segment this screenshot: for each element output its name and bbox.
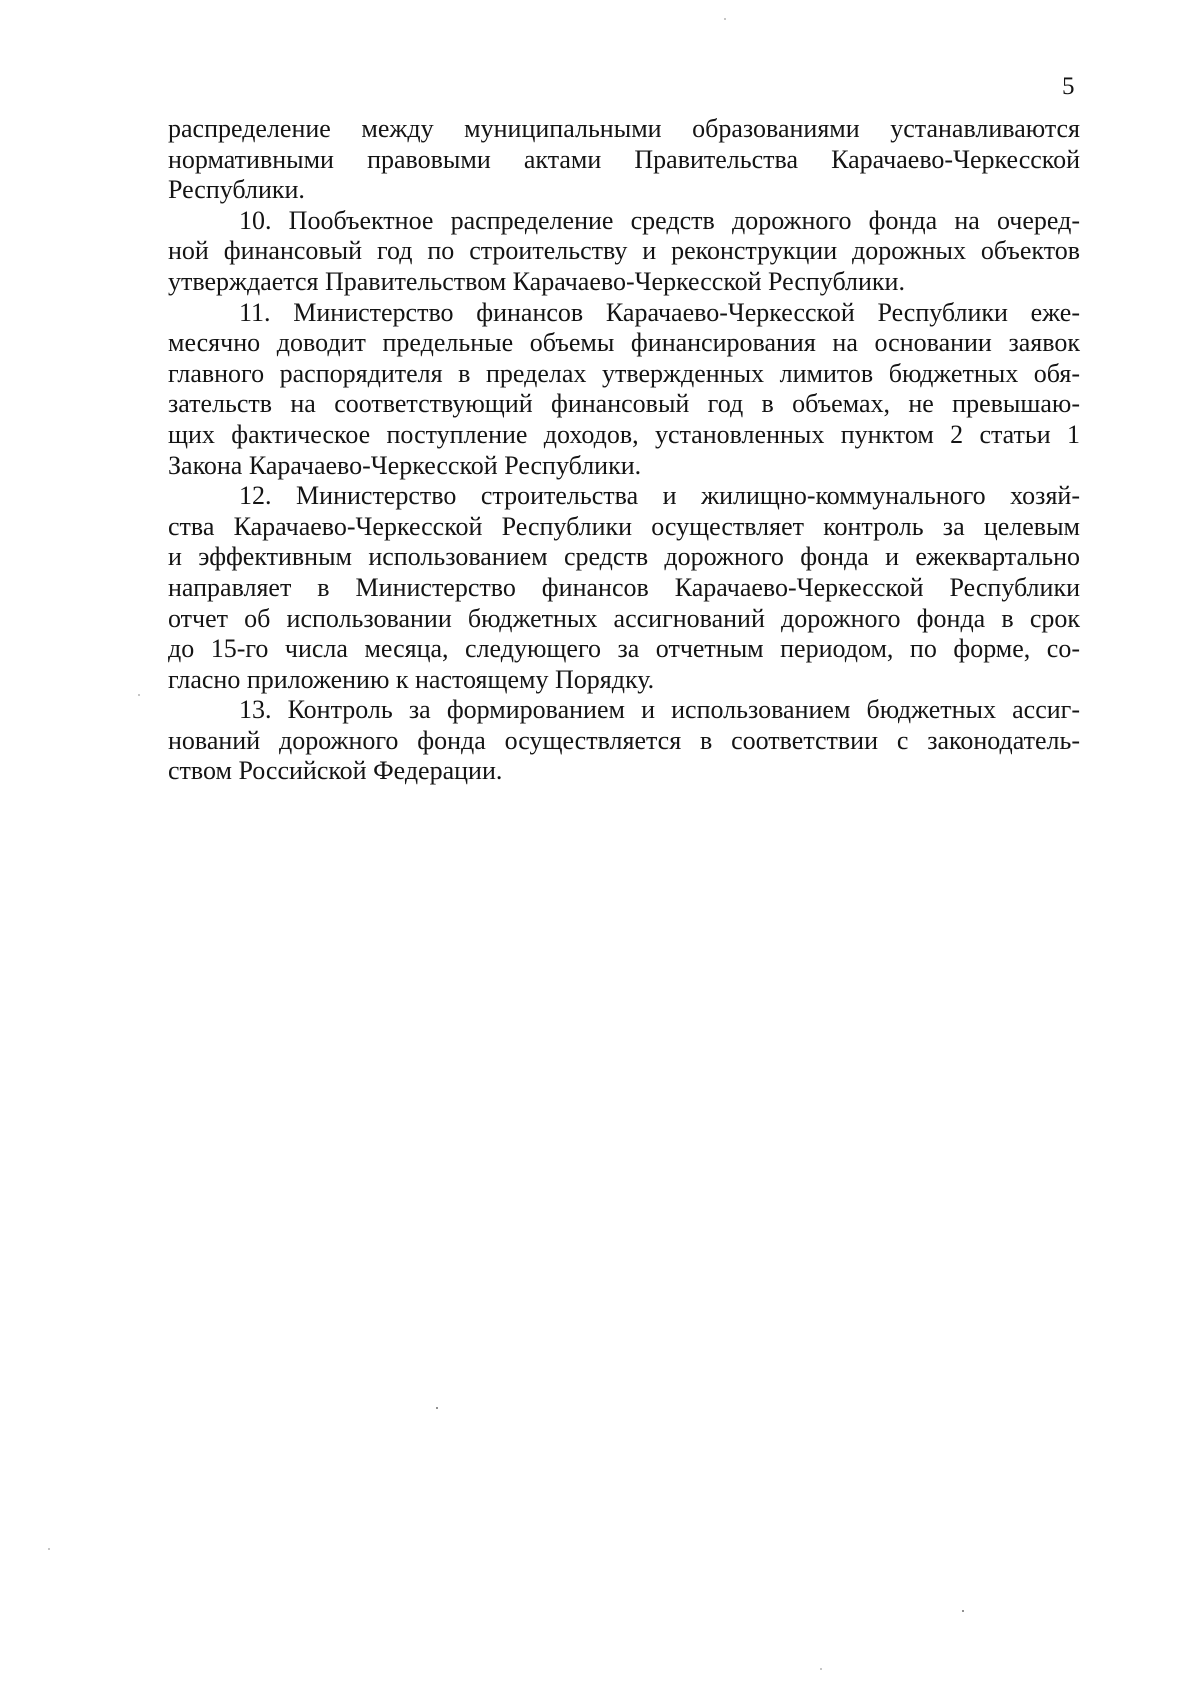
text-line: распределение между муниципальными образованиями устанавливаются [168, 114, 1080, 143]
text-line: до 15-го числа месяца, следующего за отчетным периодом, по форме, со- [168, 634, 1080, 664]
scan-speck [724, 18, 726, 20]
text-line: ства Карачаево-Черкесской Республики осуществляет контроль за целевым [168, 511, 1080, 541]
text-line: утверждается Правительством Карачаево-Черкесской Республики. [168, 266, 905, 296]
paragraph-13 [168, 695, 1080, 787]
text-line: нований дорожного фонда осуществляется в соответствии с законодатель- [168, 725, 1080, 755]
text-line: нормативными правовыми актами Правительства Карачаево-Черкесской [168, 144, 1080, 174]
text-line: направляет в Министерство финансов Карачаево-Черкесской Республики [168, 572, 1080, 602]
paragraph-continuation [168, 114, 1080, 206]
text-line: 10. Пообъектное распределение средств дорожного фонда на очеред- [239, 205, 1080, 235]
text-line: отчет об использовании бюджетных ассигнований дорожного фонда в срок [168, 603, 1080, 633]
document-body [168, 114, 1080, 787]
text-line: Закона Карачаево-Черкесской Республики. [168, 450, 642, 480]
scan-speck [436, 1407, 438, 1409]
paragraph-10 [168, 206, 1080, 298]
text-line: главного распорядителя в пределах утвержденных лимитов бюджетных обя- [168, 358, 1080, 388]
text-line: щих фактическое поступление доходов, установленных пунктом 2 статьи 1 [168, 419, 1080, 449]
paragraph-11 [168, 298, 1080, 482]
text-line: зательств на соответствующий финансовый год в объемах, не превышаю- [168, 389, 1080, 419]
text-line: гласно приложению к настоящему Порядку. [168, 664, 655, 694]
text-line: 12. Министерство строительства и жилищно-коммунального хозяй- [239, 481, 1080, 511]
text-line: 11. Министерство финансов Карачаево-Черкесской Республики еже- [239, 297, 1080, 327]
scan-speck [962, 1610, 964, 1612]
paragraph-12 [168, 481, 1080, 695]
text-line: и эффективным использованием средств дорожного фонда и ежеквартально [168, 542, 1080, 572]
scan-speck [48, 1548, 50, 1550]
text-line: ством Российской Федерации. [168, 756, 503, 786]
text-line: ной финансовый год по строительству и реконструкции дорожных объектов [168, 236, 1080, 266]
text-line: Республики. [168, 175, 305, 205]
page-number: 5 [1062, 73, 1075, 100]
scan-speck [138, 694, 140, 696]
scan-speck [820, 1668, 822, 1670]
text-line: месячно доводит предельные объемы финансирования на основании заявок [168, 328, 1080, 358]
text-line: 13. Контроль за формированием и использованием бюджетных ассиг- [239, 695, 1080, 725]
